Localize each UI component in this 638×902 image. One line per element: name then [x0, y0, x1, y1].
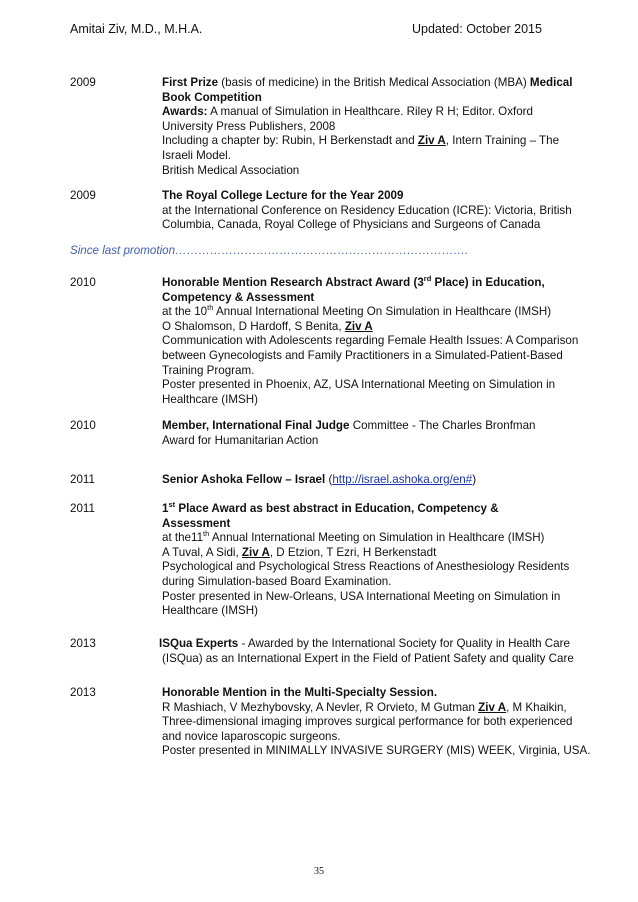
entry-line-bold: Book Competition [162, 90, 262, 104]
title-bold: Senior Ashoka Fellow – Israel [162, 473, 326, 486]
title-bold: Honorable Mention in the Multi-Specialty Session. [162, 686, 438, 699]
entry-body [162, 276, 597, 407]
title-text: ( [325, 473, 333, 486]
entry-line: Psychological and Psychological Stress Reactions of Anesthesiology Residents [162, 560, 570, 574]
since-last-promotion: Since last promotion…………………………………………………………………. [70, 244, 469, 257]
entry-line-text: at the 10 [162, 305, 208, 319]
entry-line: Poster presented in New-Orleans, USA International Meeting on Simulation in [162, 589, 561, 603]
entry-title-line [162, 276, 597, 291]
entry-year: 2010 [70, 419, 96, 432]
entry-body [159, 637, 594, 666]
entry-line: Healthcare (IMSH) [162, 392, 258, 406]
title-bold: ISQua Experts [159, 637, 239, 650]
entry-year: 2009 [70, 189, 96, 202]
entry-body [162, 686, 597, 759]
entry-title-line [162, 419, 597, 434]
entry-year: 2011 [70, 502, 95, 515]
entry-line-text: , D Etzion, T Ezri, H Berkenstadt [269, 545, 437, 559]
entry-line [162, 134, 597, 149]
header-author: Amitai Ziv, M.D., M.H.A. [70, 22, 203, 36]
entry-body [162, 189, 597, 233]
entry-line [162, 305, 597, 320]
title-text: Place) in Education, [431, 276, 545, 289]
title-bold: The Royal College Lecture for the Year 2009 [162, 189, 404, 202]
author-highlight: Ziv A [241, 545, 270, 559]
entry-line [162, 291, 597, 306]
title-sup: st [168, 500, 176, 510]
entry-line-text: Annual International Meeting On Simulation in Healthcare (IMSH) [213, 305, 552, 319]
entry-line [162, 546, 597, 561]
entry-line: Training Program. [162, 363, 255, 377]
line-sup: th [203, 529, 210, 539]
entry-line: Poster presented in MINIMALLY INVASIVE SURGERY (MIS) WEEK, Virginia, USA. [162, 744, 591, 758]
entry-line: at the International Conference on Residency Education (ICRE): Victoria, British [162, 203, 572, 217]
entry-title-line [162, 502, 597, 517]
entry-title-line [162, 686, 597, 701]
entry-title-line [159, 637, 594, 652]
entry-line: during Simulation-based Board Examination. [162, 574, 392, 588]
title-bold [162, 276, 545, 289]
page-number: 35 [314, 866, 324, 877]
entry-line [162, 517, 597, 532]
entry-line: Three-dimensional imaging improves surgical performance for both experienced [162, 715, 573, 729]
author-highlight: Ziv A [344, 319, 373, 333]
entry-line-text: Annual International Meeting on Simulation in Healthcare (IMSH) [209, 531, 545, 545]
entry-body [162, 419, 597, 448]
entry-line: Communication with Adolescents regarding Female Health Issues: A Comparison [162, 334, 579, 348]
entry-line-text: at the11 [162, 531, 204, 545]
entry-title-line [162, 189, 597, 204]
entry-body [162, 76, 597, 178]
entry-line: (ISQua) as an International Expert in the Field of Patient Safety and quality Care [162, 651, 574, 665]
entry-line [162, 91, 597, 106]
entry-year: 2010 [70, 276, 96, 289]
header-updated: Updated: October 2015 [412, 22, 542, 36]
title-text: - Awarded by the International Society for Quality in Health Care [238, 637, 570, 650]
entry-line: Award for Humanitarian Action [162, 433, 319, 447]
title-bold [162, 502, 499, 515]
line-sup: th [207, 303, 214, 313]
entry-line: British Medical Association [162, 163, 300, 177]
entry-line-text: R Mashiach, V Mezhybovsky, A Nevler, R Orvieto, M Gutman [162, 700, 479, 714]
title-text: Honorable Mention Research Abstract Award (3 [162, 276, 424, 289]
entry-line: Poster presented in Phoenix, AZ, USA International Meeting on Simulation in [162, 378, 556, 392]
entry-line [162, 701, 597, 716]
entry-line-text: Including a chapter by: Rubin, H Berkenstadt and [162, 134, 418, 148]
entry-line: Israeli Model. [162, 148, 231, 162]
entry-line [162, 320, 597, 335]
author-highlight: Ziv A [478, 700, 507, 714]
author-highlight: Ziv A [417, 134, 446, 148]
title-text: (basis of medicine) in the British Medical Association (MBA) [218, 76, 530, 89]
entry-line-text: A Tuval, A Sidi, [162, 545, 242, 559]
entry-year: 2013 [70, 686, 96, 699]
entry-line-text: A manual of Simulation in Healthcare. Riley R H; Editor. Oxford [207, 105, 533, 119]
ashoka-link[interactable]: http://israel.ashoka.org/en# [332, 473, 473, 486]
entry-title-line [162, 473, 597, 488]
entry-line: Columbia, Canada, Royal College of Physicians and Surgeons of Canada [162, 218, 541, 232]
entry-line: Healthcare (IMSH) [162, 604, 258, 618]
title-text: 1 [162, 502, 169, 515]
title-bold: Member, International Final Judge [162, 419, 350, 432]
entry-line-text: O Shalomson, D Hardoff, S Benita, [162, 319, 345, 333]
entry-line-bold: Competency & Assessment [162, 290, 315, 304]
entry-title-line [162, 76, 597, 91]
entry-line [162, 105, 597, 120]
entry-line: and novice laparoscopic surgeons. [162, 729, 341, 743]
title-bold: First Prize [162, 76, 219, 89]
entry-line: between Gynecologists and Family Practitioners in a Simulated-Patient-Based [162, 348, 563, 362]
title-text: ) [472, 473, 477, 486]
entry-body [162, 502, 597, 619]
title-bold-2: Medical [529, 76, 573, 89]
title-text: Place Award as best abstract in Education, Competency & [175, 502, 499, 515]
entry-line-text: , Intern Training – The [445, 134, 560, 148]
entry-line-bold: Awards: [162, 105, 208, 119]
entry-line-text: , M Khaikin, [506, 700, 567, 714]
entry-body [162, 473, 597, 488]
title-text: Committee - The Charles Bronfman [349, 419, 536, 432]
entry-line-bold: Assessment [162, 516, 231, 530]
title-sup: rd [423, 274, 432, 284]
entry-line: University Press Publishers, 2008 [162, 119, 336, 133]
entry-year: 2011 [70, 473, 95, 486]
entry-year: 2009 [70, 76, 96, 89]
entry-line [162, 531, 597, 546]
entry-year: 2013 [70, 637, 96, 650]
